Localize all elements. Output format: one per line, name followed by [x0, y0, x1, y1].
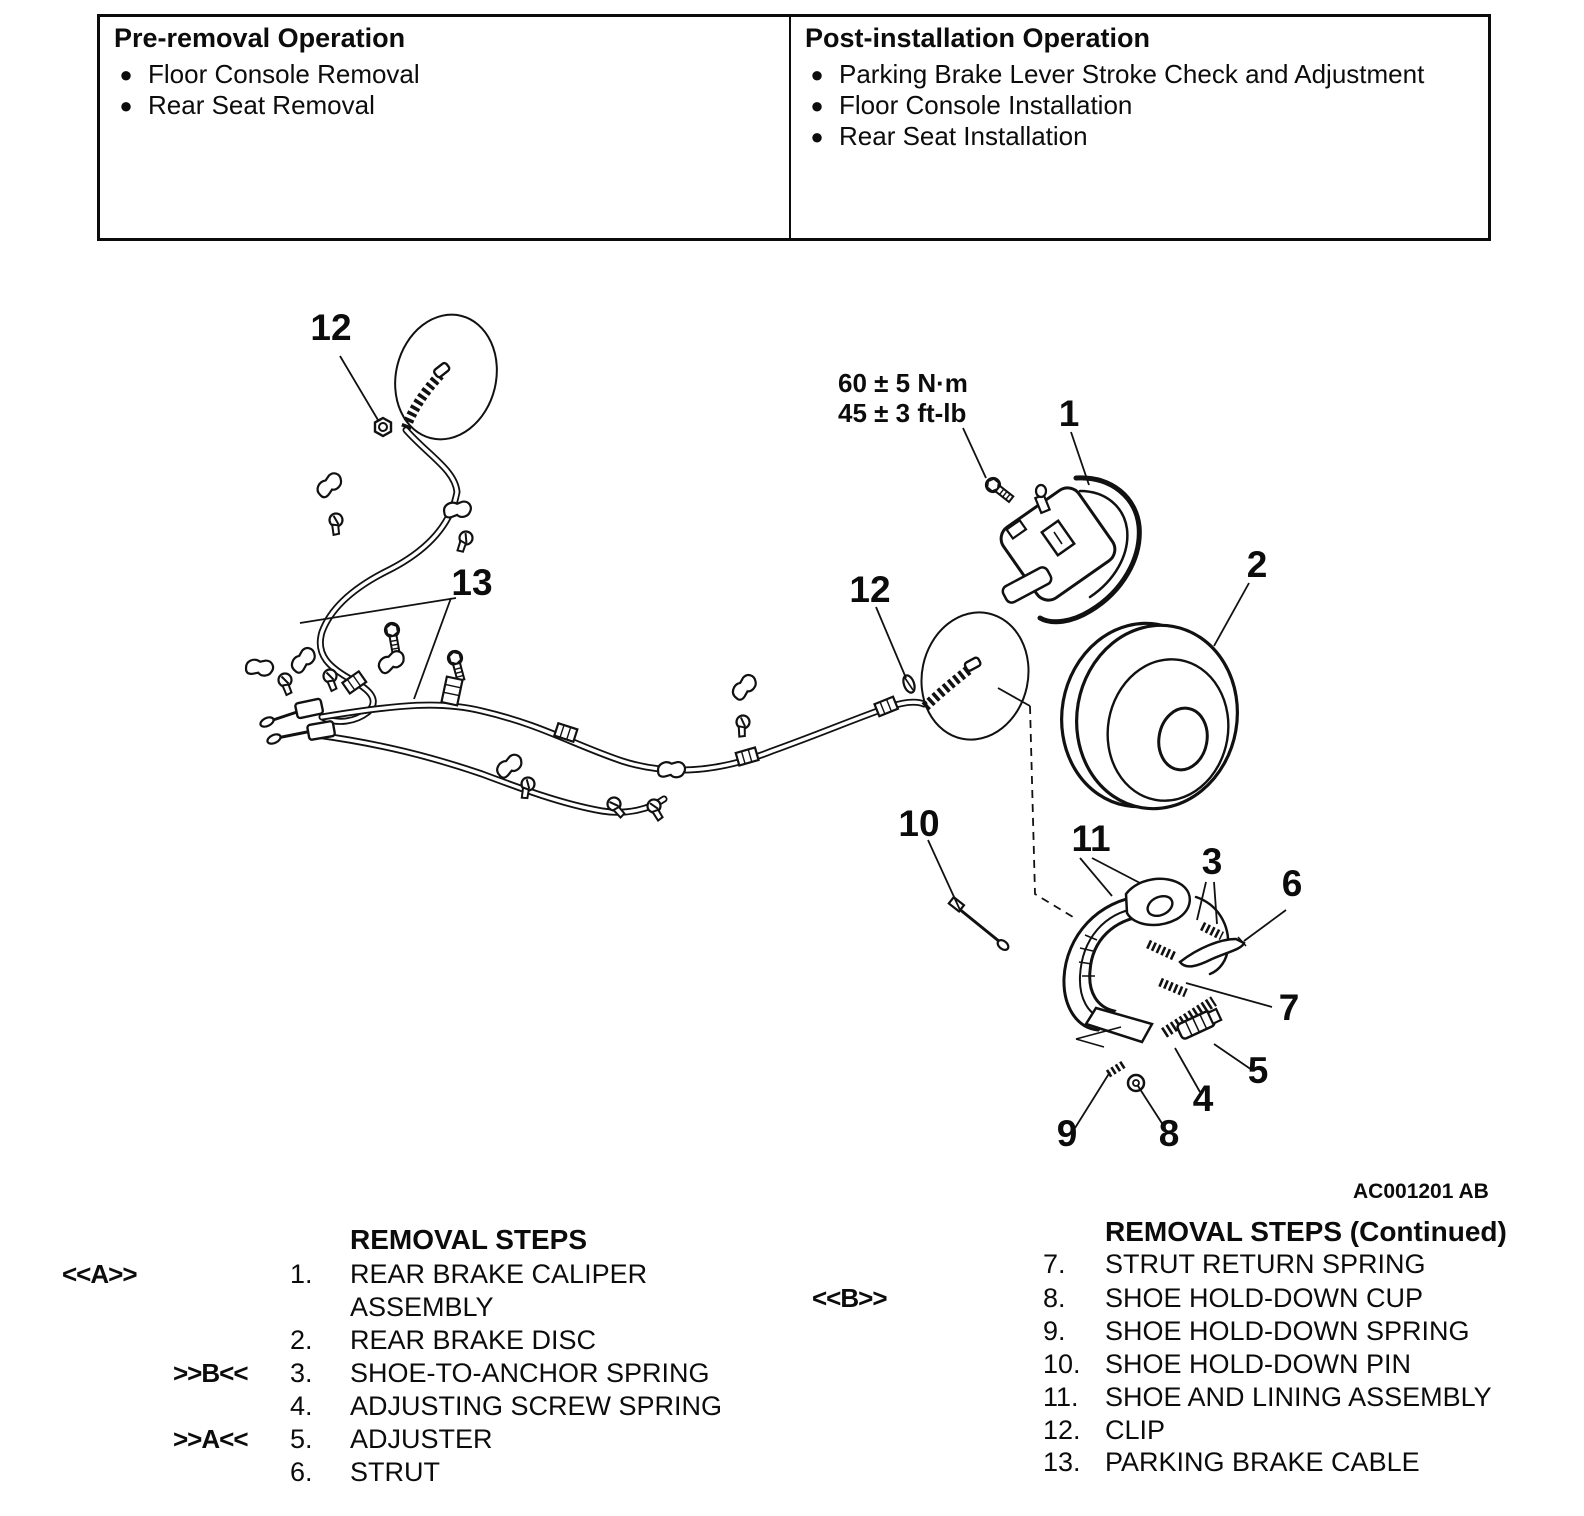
list-item — [805, 60, 1488, 89]
removal-steps-title: REMOVAL STEPS — [350, 1224, 588, 1255]
step-number: 13. — [1043, 1447, 1081, 1477]
callout-12-upper: 12 — [310, 307, 352, 348]
step-marker: >>A<< — [173, 1424, 248, 1454]
shoe-hold-down-cup — [1128, 1075, 1144, 1091]
step-number: 4. — [290, 1391, 313, 1421]
callout-10: 10 — [898, 803, 940, 844]
step-number: 12. — [1043, 1415, 1081, 1445]
callout-4: 4 — [1192, 1078, 1214, 1119]
callout-11: 11 — [1071, 818, 1111, 859]
step-label: ADJUSTING SCREW SPRING — [350, 1391, 723, 1421]
step-label: SHOE HOLD-DOWN CUP — [1105, 1283, 1424, 1313]
clip-12-upper — [375, 418, 391, 436]
step-label: SHOE-TO-ANCHOR SPRING — [350, 1358, 710, 1388]
bullet-icon: ● — [810, 93, 824, 118]
step-label: SHOE HOLD-DOWN SPRING — [1105, 1316, 1470, 1346]
callout-1: 1 — [1058, 393, 1080, 434]
list-item — [114, 60, 789, 89]
pre-removal-item: Floor Console Removal — [148, 59, 420, 89]
callout-8: 8 — [1158, 1113, 1180, 1154]
step-marker: <<A>> — [62, 1259, 137, 1289]
step-number: 8. — [1043, 1283, 1066, 1313]
step-number: 3. — [290, 1358, 313, 1388]
brake-caliper — [983, 475, 1139, 622]
callout-2: 2 — [1246, 544, 1268, 585]
step-label: REAR BRAKE DISC — [350, 1325, 597, 1355]
step-label-wrap: ASSEMBLY — [350, 1292, 494, 1322]
cable-coil-end — [925, 668, 971, 707]
pre-removal-cell — [100, 17, 791, 238]
shoe-to-anchor-spring — [1148, 944, 1176, 957]
pre-removal-item: Rear Seat Removal — [148, 90, 375, 120]
step-number: 9. — [1043, 1316, 1066, 1346]
torque-value-ftlb: 45 ± 3 ft-lb — [838, 398, 967, 428]
callout-3: 3 — [1201, 841, 1223, 882]
post-installation-cell — [793, 17, 1488, 238]
callout-13: 13 — [451, 562, 493, 603]
step-marker: >>B<< — [173, 1358, 248, 1388]
step-label: STRUT RETURN SPRING — [1105, 1249, 1426, 1279]
callout-6: 6 — [1281, 863, 1303, 904]
cable-coil-end — [406, 375, 440, 428]
bullet-icon: ● — [119, 93, 133, 118]
callout-9: 9 — [1056, 1113, 1078, 1154]
step-label: CLIP — [1105, 1415, 1166, 1445]
step-marker: <<B>> — [812, 1283, 887, 1313]
bullet-icon: ● — [810, 124, 824, 149]
step-number: 11. — [1043, 1382, 1079, 1412]
shoe-to-anchor-spring — [1202, 926, 1222, 936]
step-label: PARKING BRAKE CABLE — [1105, 1447, 1420, 1477]
pre-removal-title: Pre-removal Operation — [114, 23, 406, 53]
list-item — [114, 91, 789, 120]
clip-12-middle — [901, 674, 917, 694]
step-label: STRUT — [350, 1457, 440, 1487]
step-number: 6. — [290, 1457, 313, 1487]
post-installation-item: Parking Brake Lever Stroke Check and Adjustment — [839, 59, 1425, 89]
strut-return-spring — [1160, 982, 1186, 993]
bullet-icon: ● — [810, 62, 824, 87]
list-item — [805, 122, 1488, 151]
step-number: 5. — [290, 1424, 313, 1454]
step-number: 7. — [1043, 1249, 1066, 1279]
figure-code: AC001201 AB — [1353, 1180, 1489, 1203]
bullet-icon: ● — [119, 62, 133, 87]
strut — [1180, 939, 1244, 966]
step-label: SHOE HOLD-DOWN PIN — [1105, 1349, 1412, 1379]
operations-table — [97, 14, 1491, 241]
shoe-and-lining-assembly — [949, 879, 1246, 1091]
caliper-guide-bolt — [983, 475, 1015, 505]
adjuster — [1176, 1007, 1222, 1040]
cable-clips-and-fasteners — [244, 418, 917, 822]
step-label: REAR BRAKE CALIPER — [350, 1259, 648, 1289]
brake-disc — [1047, 611, 1252, 822]
torque-spec — [838, 368, 968, 428]
callout-5: 5 — [1247, 1050, 1269, 1091]
step-label: ADJUSTER — [350, 1424, 493, 1454]
removal-steps-continued-title: REMOVAL STEPS (Continued) — [1105, 1216, 1507, 1247]
torque-value-nm: 60 ± 5 N·m — [838, 368, 968, 398]
post-installation-item: Rear Seat Installation — [839, 121, 1088, 151]
step-label: SHOE AND LINING ASSEMBLY — [1105, 1382, 1492, 1412]
step-number: 1. — [290, 1259, 313, 1289]
post-installation-title: Post-installation Operation — [805, 23, 1151, 53]
exploded-diagram — [0, 280, 1584, 1220]
callout-12-middle: 12 — [849, 569, 891, 610]
step-number: 2. — [290, 1325, 313, 1355]
callout-7: 7 — [1278, 987, 1300, 1028]
step-number: 10. — [1043, 1349, 1081, 1379]
list-item — [805, 91, 1488, 120]
post-installation-item: Floor Console Installation — [839, 90, 1133, 120]
